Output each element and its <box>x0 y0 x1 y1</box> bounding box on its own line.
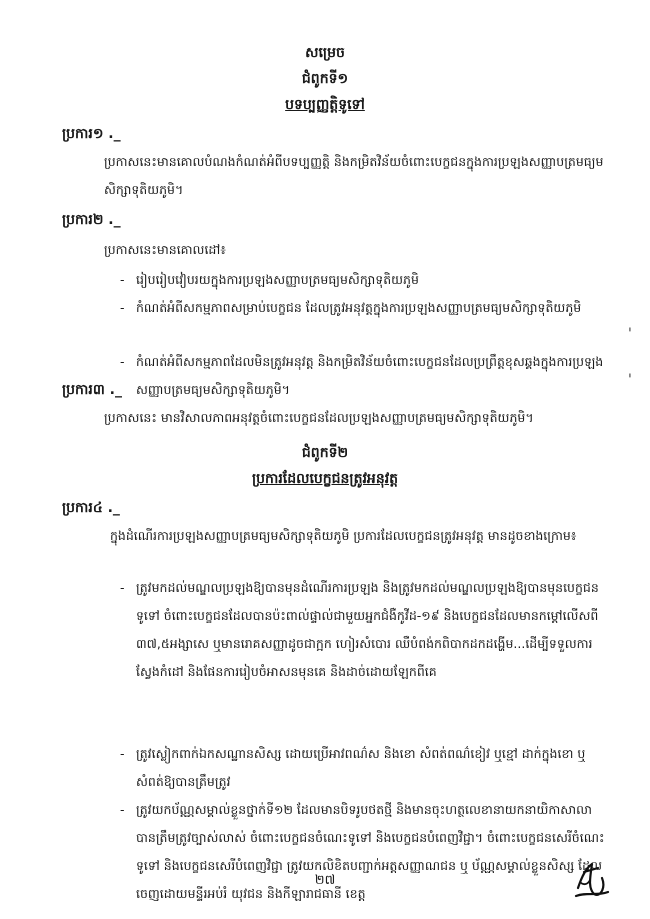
article3-text: ប្រកាសនេះ មានវិសាលភាពអនុវត្តចំពោះបេក្ខជនដែលប្រឡងសញ្ញាបត្រមធ្យមសិក្សាទុតិយភូមិ។ <box>104 410 534 425</box>
initials-signature-icon <box>572 858 612 902</box>
article4-intro: ក្នុងដំណើរការប្រឡងសញ្ញាបត្រមធ្យមសិក្សាទុតិយភូមិ ប្រការដែលបេក្ខជនត្រូវអនុវត្ត មានដូចខាងក្រោម៖ <box>110 528 577 543</box>
page-number: ២៧ <box>314 873 336 888</box>
margin-scan-mark: ' <box>628 372 632 388</box>
article2-label: ប្រការ២ ._ <box>62 212 121 228</box>
chapter2-title: ជំពូកទី២ <box>301 445 349 461</box>
article3-label: ប្រការ៣ ._ <box>62 382 122 398</box>
article4-item-1: - ត្រូវមកដល់មណ្ឌលប្រឡងឱ្យបានមុនដំណើរការប្រឡង និងត្រូវមកដល់មណ្ឌលប្រឡងឱ្យបានមុនបេក្ខជនទូទៅ ចំពោះបេក្ខជនដែលបានប៉ះពាល់ផ្ទាល់ជាមួយអ្នកជំងឺកូវីដ-១៩ និងបេក្ខជនដែលមានកម្តៅលើសពី ៣៧,៥អង្សាសេ ឬមានរោគសញ្ញាដូចជាក្អក ហៀរសំបោរ ឈឺបំពង់កពិបាកដកដង្ហើម...ដើម្បីទទួលការស្វែងកំដៅ និងផែនការរៀបចំអាសនមុនគេ និងដាច់ដោយឡែកពីគេ <box>120 580 599 679</box>
header-block <box>0 40 650 118</box>
article4-item-3: - ត្រូវយកប័ណ្ណសម្គាល់ខ្លួនថ្នាក់ទី១២ ដែលមានបិទរូបថតថ្មី និងមានចុះហត្ថលេខានាយកនាយិកាសាលាបានត្រឹមត្រូវច្បាស់លាស់ ចំពោះបេក្ខជនចំណេះទូទៅ និងបេក្ខជនបំពេញវិជ្ជា។ ចំពោះបេក្ខជនសេរីចំណេះទូទៅ និងបេក្ខជនសេរីបំពេញវិជ្ជា ត្រូវយកលិខិតបញ្ជាក់អត្តសញ្ញាណជន ឬ ប័ណ្ណសម្គាល់ខ្លួនសិស្ស ដែលចេញដោយមន្ទីរអប់រំ យុវជន និងកីឡារាជធានី ខេត្ត <box>120 802 605 901</box>
article4-item-2: - ត្រូវស្លៀកពាក់ឯកសណ្ឋានសិស្ស ដោយប្រើអាវពណ៌ស និងខោ សំពត់ពណ៌ខៀវ ឬខ្មៅ ដាក់ក្នុងខោ ឬសំពត់ឱ្យបានត្រឹមត្រូវ <box>120 746 586 789</box>
article2-item-3: - កំណត់អំពីសកម្មភាពដែលមិនត្រូវអនុវត្ត និងកម្រិតវិន័យចំពោះបេក្ខជនដែលប្រព្រឹត្តខុសឆ្គងក្នុងការប្រឡងសញ្ញាបត្រមធ្យមសិក្សាទុតិយភូមិ។ <box>120 354 604 397</box>
chapter2-subtitle: ប្រការដែលបេក្ខជនត្រូវអនុវត្ត <box>251 471 399 487</box>
article2-item-1: - រៀបរៀបវៀបរយក្នុងការប្រឡងសញ្ញាបត្រមធ្យមសិក្សាទុតិយភូមិ <box>120 272 419 287</box>
chapter1-subtitle: បទប្បញ្ញត្តិទូទៅ <box>285 97 365 113</box>
margin-scan-mark: ' <box>628 326 632 342</box>
article1-text: ប្រកាសនេះមានគោលបំណងកំណត់អំពីបទប្បញ្ញត្តិ និងកម្រិតវិន័យចំពោះបេក្ខជនក្នុងការប្រឡងសញ្ញាបត្រមធ្យមសិក្សាទុតិយភូមិ។ <box>104 154 604 197</box>
chapter1-title: ជំពូកទី១ <box>301 71 349 87</box>
article2-intro: ប្រកាសនេះមានគោលដៅ៖ <box>104 242 226 257</box>
article4-label: ប្រការ៤ ._ <box>62 500 120 516</box>
article2-item-2: - កំណត់អំពីសកម្មភាពសម្រាប់បេក្ខជន ដែលត្រូវអនុវត្តក្នុងការប្រឡងសញ្ញាបត្រមធ្យមសិក្សាទុតិយភូមិ <box>120 300 582 315</box>
chapter2-header <box>0 440 650 492</box>
article1-label: ប្រការ១ ._ <box>62 126 121 142</box>
decree-title: សម្រេច <box>305 45 345 61</box>
